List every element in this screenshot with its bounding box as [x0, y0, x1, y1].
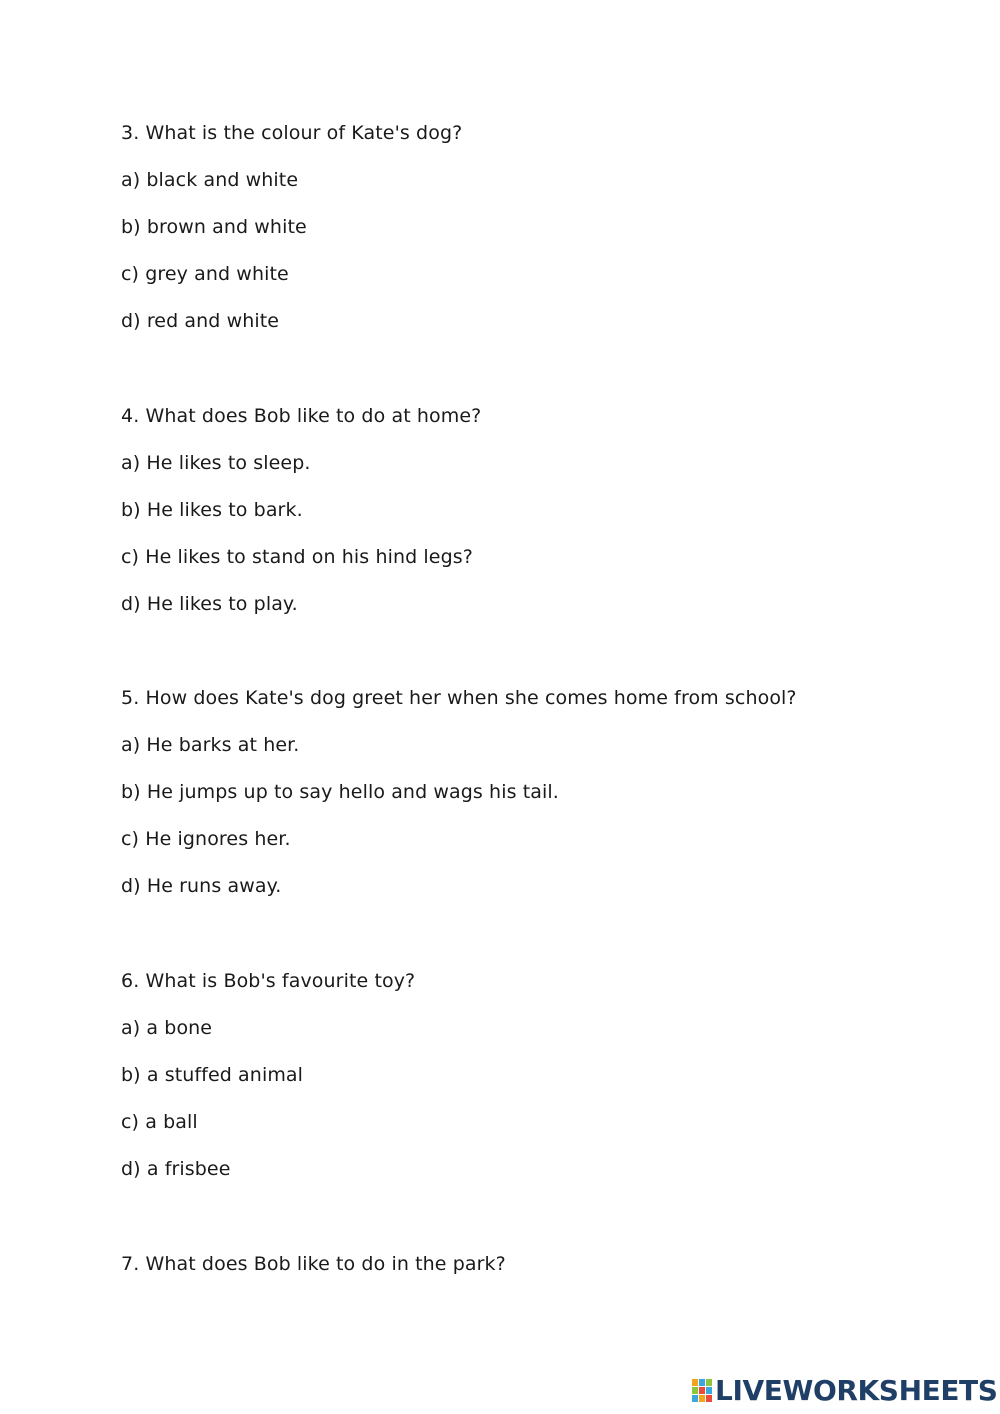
question-5-prompt: 5. How does Kate's dog greet her when she comes home from school?: [121, 687, 797, 709]
question-5-option-c[interactable]: c) He ignores her.: [121, 828, 291, 850]
question-5-option-b[interactable]: b) He jumps up to say hello and wags his tail.: [121, 781, 559, 803]
question-4-option-d[interactable]: d) He likes to play.: [121, 593, 298, 615]
question-7-prompt: 7. What does Bob like to do in the park?: [121, 1253, 506, 1275]
question-3-prompt: 3. What is the colour of Kate's dog?: [121, 122, 463, 144]
liveworksheets-logo: [692, 1376, 998, 1406]
question-4-prompt: 4. What does Bob like to do at home?: [121, 405, 482, 427]
question-6-option-c[interactable]: c) a ball: [121, 1111, 198, 1133]
question-6-prompt: 6. What is Bob's favourite toy?: [121, 970, 416, 992]
question-5-option-a[interactable]: a) He barks at her.: [121, 734, 300, 756]
question-3-option-c[interactable]: c) grey and white: [121, 263, 289, 285]
question-6-option-d[interactable]: d) a frisbee: [121, 1158, 231, 1180]
question-6-option-a[interactable]: a) a bone: [121, 1017, 213, 1039]
question-3-option-d[interactable]: d) red and white: [121, 310, 280, 332]
question-5-option-d[interactable]: d) He runs away.: [121, 875, 282, 897]
question-4-option-b[interactable]: b) He likes to bark.: [121, 499, 303, 521]
liveworksheets-logo-text: LIVEWORKSHEETS: [715, 1374, 998, 1407]
question-4-option-c[interactable]: c) He likes to stand on his hind legs?: [121, 546, 473, 568]
liveworksheets-logo-icon: [692, 1379, 713, 1403]
question-3-option-b[interactable]: b) brown and white: [121, 216, 307, 238]
question-4-option-a[interactable]: a) He likes to sleep.: [121, 452, 311, 474]
question-3-option-a[interactable]: a) black and white: [121, 169, 299, 191]
question-6-option-b[interactable]: b) a stuffed animal: [121, 1064, 304, 1086]
